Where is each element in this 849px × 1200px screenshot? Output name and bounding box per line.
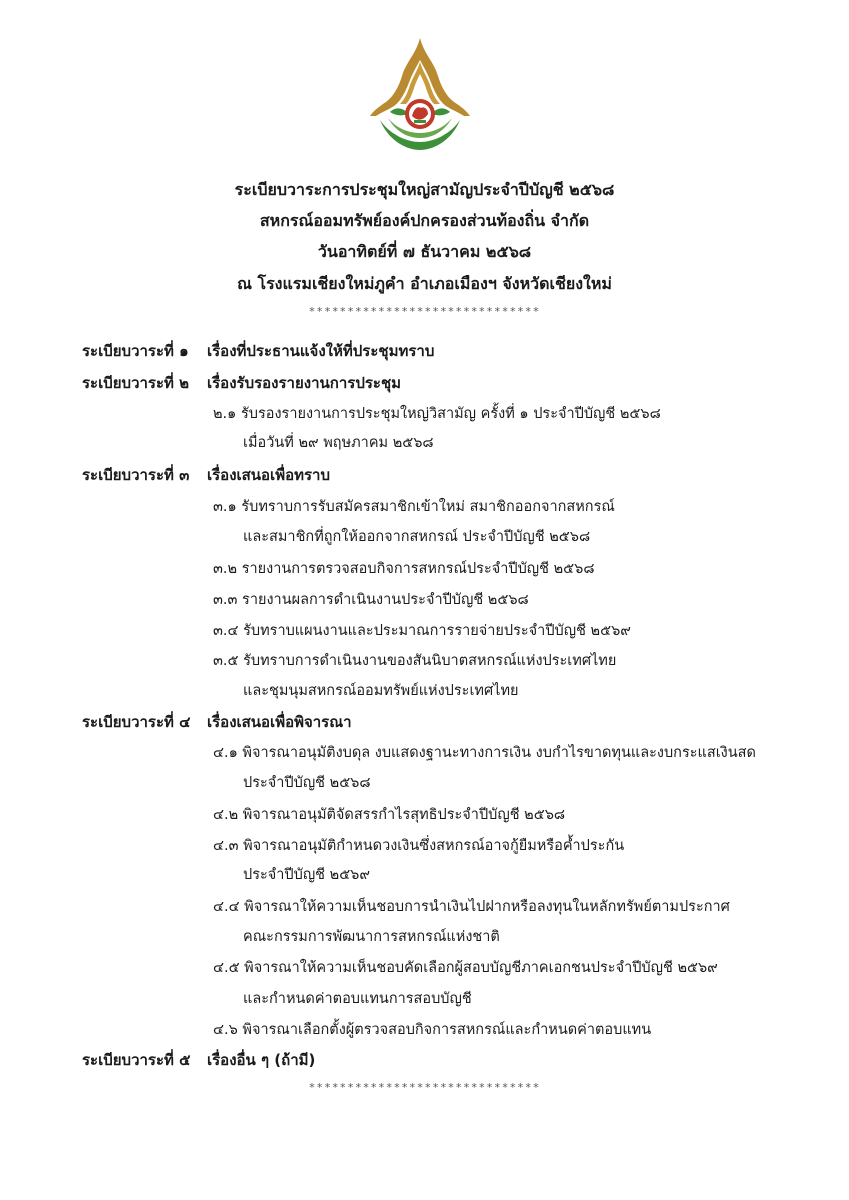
agenda-item-continuation: เมื่อวันที่ ๒๙ พฤษภาคม ๒๕๖๘: [243, 435, 434, 451]
agenda-heading: [82, 710, 352, 734]
agenda-item: ๔.๕ พิจารณาให้ความเห็นชอบคัดเลือกผู้สอบบัญชีภาคเอกชนประจำปีบัญชี ๒๕๖๙: [213, 960, 718, 976]
agenda-item-continuation: และกำหนดค่าตอบแทนการสอบบัญชี: [243, 991, 472, 1007]
separator-top: ******************************: [308, 305, 541, 318]
agenda-heading: [82, 463, 330, 487]
separator-bottom: ******************************: [308, 1081, 541, 1094]
agenda-title: เรื่องที่ประธานแจ้งให้ที่ประชุมทราบ: [207, 342, 435, 360]
document-title: ระเบียบวาระการประชุมใหญ่สามัญประจำปีบัญชี ๒๕๖๘: [234, 180, 615, 199]
agenda-item-continuation: ประจำปีบัญชี ๒๕๖๙: [243, 867, 370, 883]
agenda-title: เรื่องรับรองรายงานการประชุม: [207, 374, 402, 392]
agenda-label: ระเบียบวาระที่ ๕: [82, 1051, 191, 1069]
meeting-date: วันอาทิตย์ที่ ๗ ธันวาคม ๒๕๖๘: [317, 242, 532, 261]
agenda-item-continuation: และชุมนุมสหกรณ์ออมทรัพย์แห่งประเทศไทย: [243, 683, 519, 699]
agenda-item: ๓.๓ รายงานผลการดำเนินงานประจำปีบัญชี ๒๕๖๘: [213, 592, 529, 608]
agenda-item-continuation: คณะกรรมการพัฒนาการสหกรณ์แห่งชาติ: [243, 929, 500, 945]
agenda-item: ๒.๑ รับรองรายงานการประชุมใหญ่วิสามัญ ครั้งที่ ๑ ประจำปีบัญชี ๒๕๖๘: [213, 406, 661, 422]
agenda-heading: [82, 371, 401, 395]
organization-name: สหกรณ์ออมทรัพย์องค์ปกครองส่วนท้องถิ่น จำกัด: [259, 211, 590, 230]
cooperative-logo-icon: [366, 36, 474, 154]
agenda-item: ๓.๕ รับทราบการดำเนินงานของสันนิบาตสหกรณ์แห่งประเทศไทย: [213, 653, 617, 669]
agenda-label: ระเบียบวาระที่ ๔: [82, 713, 191, 731]
agenda-title: เรื่องเสนอเพื่อทราบ: [207, 466, 330, 484]
agenda-title: เรื่องอื่น ๆ (ถ้ามี): [207, 1051, 316, 1069]
agenda-item-continuation: และสมาชิกที่ถูกให้ออกจากสหกรณ์ ประจำปีบัญชี ๒๕๖๘: [243, 529, 591, 545]
agenda-item: ๓.๑ รับทราบการรับสมัครสมาชิกเข้าใหม่ สมาชิกออกจากสหกรณ์: [213, 499, 615, 515]
agenda-item-continuation: ประจำปีบัญชี ๒๕๖๘: [243, 775, 371, 791]
agenda-item: ๔.๓ พิจารณาอนุมัติกำหนดวงเงินซึ่งสหกรณ์อาจกู้ยืมหรือค้ำประกัน: [213, 838, 625, 854]
agenda-item: ๔.๔ พิจารณาให้ความเห็นชอบการนำเงินไปฝากหรือลงทุนในหลักทรัพย์ตามประกาศ: [213, 899, 730, 915]
agenda-item: ๓.๒ รายงานการตรวจสอบกิจการสหกรณ์ประจำปีบัญชี ๒๕๖๘: [213, 561, 595, 577]
agenda-heading: [82, 1048, 315, 1072]
agenda-item: ๔.๒ พิจารณาอนุมัติจัดสรรกำไรสุทธิประจำปีบัญชี ๒๕๖๘: [213, 807, 566, 823]
agenda-item: ๔.๖ พิจารณาเลือกตั้งผู้ตรวจสอบกิจการสหกรณ์และกำหนดค่าตอบแทน: [213, 1022, 652, 1038]
agenda-label: ระเบียบวาระที่ ๓: [82, 466, 190, 484]
agenda-label: ระเบียบวาระที่ ๒: [82, 374, 190, 392]
agenda-item: ๔.๑ พิจารณาอนุมัติงบดุล งบแสดงฐานะทางการเงิน งบกำไรขาดทุนและงบกระแสเงินสด: [213, 745, 756, 761]
agenda-item: ๓.๔ รับทราบแผนงานและประมาณการรายจ่ายประจำปีบัญชี ๒๕๖๙: [213, 623, 631, 639]
agenda-label: ระเบียบวาระที่ ๑: [82, 342, 189, 360]
agenda-heading: [82, 339, 434, 363]
meeting-venue: ณ โรงแรมเชียงใหม่ภูคำ อำเภอเมืองฯ จังหวัดเชียงใหม่: [237, 274, 612, 293]
agenda-title: เรื่องเสนอเพื่อพิจารณา: [207, 713, 352, 731]
